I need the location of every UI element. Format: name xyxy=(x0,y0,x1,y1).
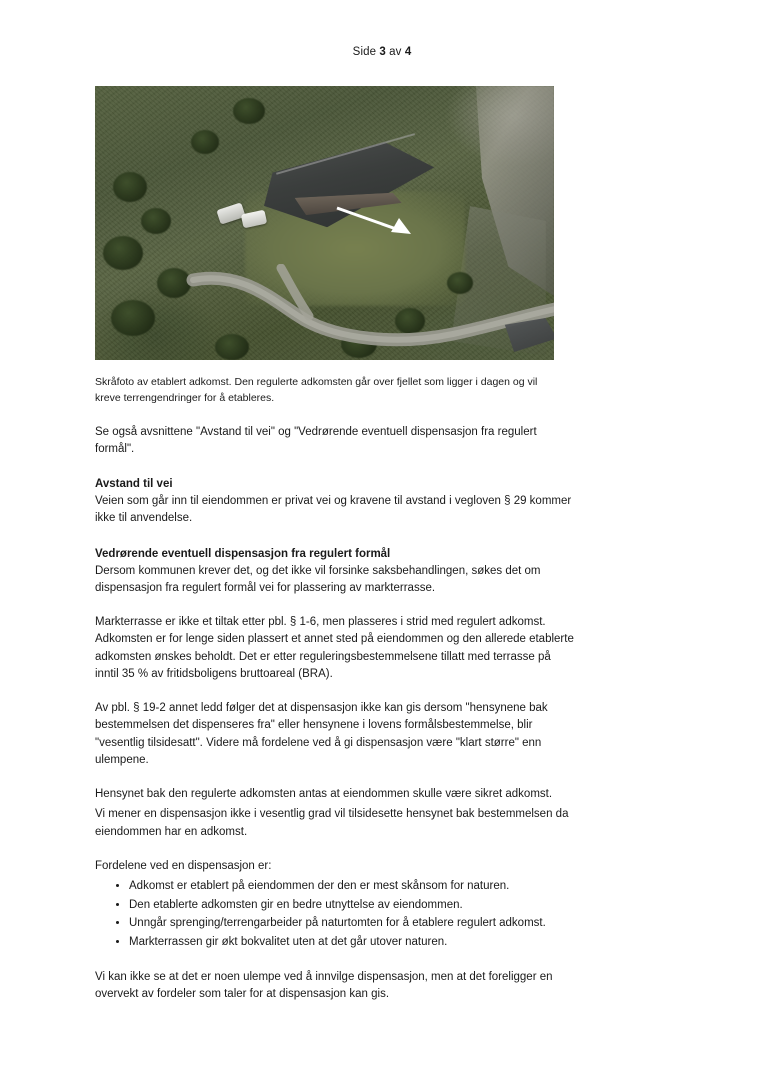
photo-caption: Skråfoto av etablert adkomst. Den regulerte adkomsten går over fjellet som ligger i dagen og vil kreve terrengendringer for å etableres. xyxy=(95,376,538,405)
driveway-road xyxy=(185,264,554,360)
list-item: • Den etablerte adkomsten gir en bedre utnyttelse av eiendommen. xyxy=(129,896,599,915)
page-number: 3 xyxy=(379,46,386,58)
document-content xyxy=(0,86,764,1003)
heading-avstand-til-vei: Avstand til vei xyxy=(95,478,173,491)
paragraph-avstand-til-vei: Veien som går inn til eiendommen er privat vei og kravene til avstand i vegloven § 29 kommer ikke til anvendelse. xyxy=(95,495,572,525)
paragraph-markterrasse: Markterrasse er ikke et tiltak etter pbl. § 1-6, men plasseres i strid med regulert adkomst. Adkomsten er for lenge siden plassert et annet sted på eiendommen og den allerede etablerte adkomsten ønskes beholdt. Det er etter reguleringsbestemmelsene tillatt med terrasse på inntil 35 % av fritidsboligens bruttoareal (BRA). xyxy=(95,616,574,680)
paragraph-intro: Se også avsnittene "Avstand til vei" og "Vedrørende eventuell dispensasjon fra regulert formål". xyxy=(95,425,537,455)
paragraph-closing: Vi kan ikke se at det er noen ulempe ved å innvilge dispensasjon, men at det foreligger en overvekt av fordeler som taler for at dispensasjon kan gis. xyxy=(95,970,553,1000)
arrow-icon xyxy=(333,206,417,236)
tree-icon xyxy=(111,300,155,336)
paragraph-hensynet-line1: Hensynet bak den regulerte adkomsten antas at eiendommen skulle være sikret adkomst. xyxy=(95,788,553,801)
tree-icon xyxy=(191,130,219,154)
tree-icon xyxy=(233,98,265,124)
aerial-photo xyxy=(95,86,554,360)
paragraph-pbl-19-2: Av pbl. § 19-2 annet ledd følger det at dispensasjon ikke kan gis dersom "hensynene bak bestemmelsen det dispenseres fra" eller hensynene i lovens formålsbestemmelse, blir "vesentlig tilsidesatt". Videre må fordelene ved å gi dispensasjon være "klart større" enn ulempene. xyxy=(95,702,548,766)
tree-icon xyxy=(141,208,171,234)
list-item: • Markterrassen gir økt bokvalitet uten at det går utover naturen. xyxy=(129,933,599,952)
paragraph-list-intro: Fordelene ved en dispensasjon er: xyxy=(95,859,272,872)
paragraph-hensynet-line2: Vi mener en dispensasjon ikke i vesentlig grad vil tilsidesette hensynet bak bestemmelsen da eiendommen har en adkomst. xyxy=(95,808,569,838)
tree-icon xyxy=(113,172,147,202)
list-item: • Adkomst er etablert på eiendommen der den er mest skånsom for naturen. xyxy=(129,877,599,896)
list-item: • Unngår sprenging/terrengarbeider på naturtomten for å etablere regulert adkomst. xyxy=(129,914,599,933)
page-header-prefix: Side xyxy=(352,46,380,58)
page-header-middle: av xyxy=(385,46,405,58)
tree-icon xyxy=(103,236,143,270)
paragraph-dispensasjon: Dersom kommunen krever det, og det ikke vil forsinke saksbehandlingen, søkes det om dispensasjon fra regulert formål vei for plassering av markterrasse. xyxy=(95,564,541,594)
advantages-list xyxy=(95,877,599,952)
page-header xyxy=(0,0,764,58)
heading-dispensasjon: Vedrørende eventuell dispensasjon fra regulert formål xyxy=(95,547,391,560)
page-total: 4 xyxy=(404,46,412,58)
